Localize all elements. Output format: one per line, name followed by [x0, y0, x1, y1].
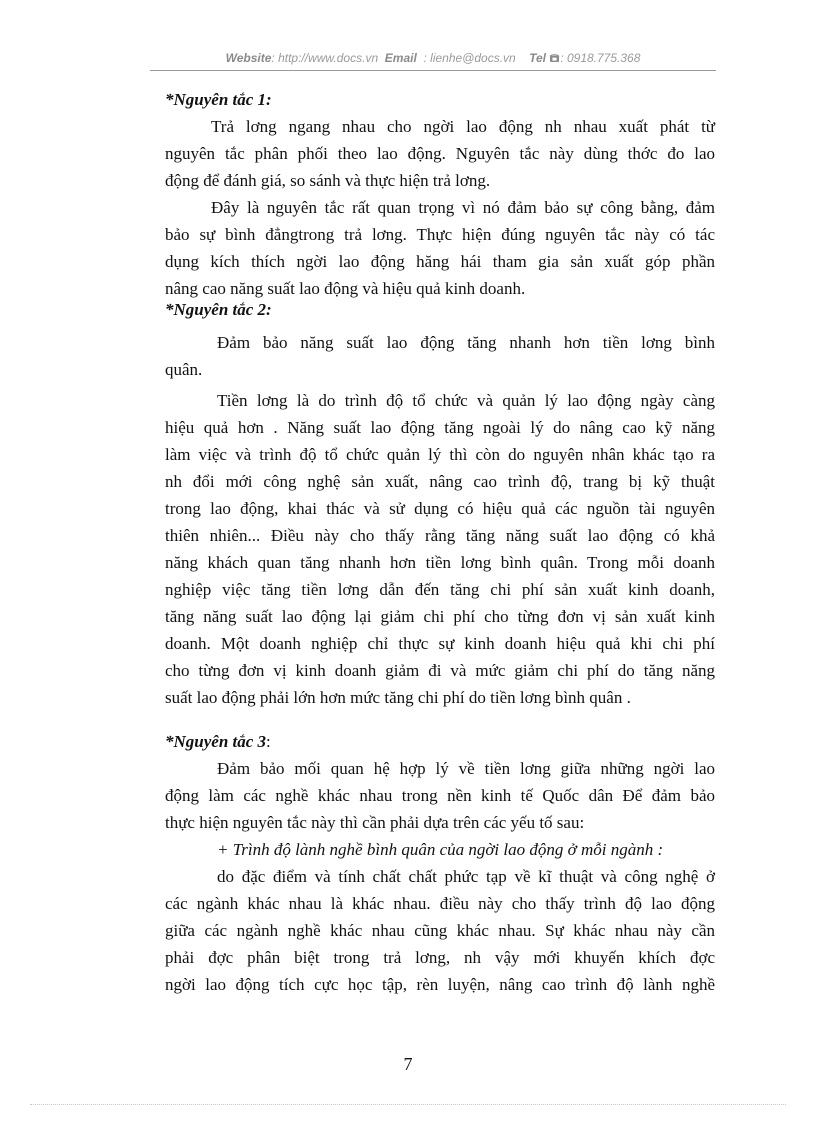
text-line: giữa các ngành nghề khác nhau cũng khác nhau. Sự khác nhau này cần: [165, 921, 715, 940]
text-line: năng khách quan tăng nhanh hơn tiền lơng bình quân. Trong mỗi doanh: [165, 553, 715, 572]
header-email-label: Email: [384, 51, 417, 65]
text-line: phải đợc phân biệt trong trả lơng, nh vậy mới khuyến khích đợc: [165, 948, 715, 967]
text-line: động làm các nghề khác nhau trong nền kinh tế Quốc dân Để đảm bảo: [165, 786, 715, 805]
principle-1-heading: *Nguyên tắc 1:: [165, 90, 272, 109]
principle-3-title: *Nguyên tắc 3: [165, 732, 267, 751]
header-tel-label: Tel: [529, 51, 546, 65]
text-line: do đặc điểm và tính chất chất phức tạp về kĩ thuật và công nghệ ở: [217, 867, 715, 886]
text-line: Đảm bảo năng suất lao động tăng nhanh hơn tiền lơng bình: [217, 333, 715, 352]
text-line: các ngành khác nhau là khác nhau. điều này cho thấy trình độ lao động: [165, 894, 715, 913]
text-line: tăng năng suất lao động lại giảm chi phí cho từng đơn vị sản xuất kinh: [165, 607, 715, 626]
text-line: doanh. Một doanh nghiệp chỉ thực sự kinh doanh hiệu quả khi chi phí: [165, 634, 715, 653]
text-line: Đảm bảo mối quan hệ hợp lý về tiền lơng giữa những ngời lao: [217, 759, 715, 778]
text-line: nghiệp việc tăng tiền lơng dẫn đến tăng chi phí sản xuất kinh doanh,: [165, 580, 715, 599]
text-line: dụng kích thích ngời lao động hăng hái tham gia sản xuất góp phần: [165, 252, 715, 271]
text-line: quân.: [165, 360, 203, 379]
footer-divider: [30, 1104, 786, 1105]
factor-heading: + Trình độ lành nghề bình quân của ngời lao động ở mỗi ngành :: [217, 840, 664, 859]
header-website-value: : http://www.docs.vn: [271, 51, 379, 65]
text-line: bảo sự bình đẳngtrong trả lơng. Thực hiện đúng nguyên tắc này có tác: [165, 225, 715, 244]
text-line: nh đổi mới công nghệ sản xuất, nâng cao trình độ, trang bị kỹ thuật: [165, 472, 715, 491]
text-line: làm việc và trình độ tổ chức quản lý thì còn do nguyên nhân khác tạo ra: [165, 445, 715, 464]
text-line: trong lao động, khai thác và sử dụng có hiệu quả các nguồn tài nguyên: [165, 499, 715, 518]
page-number: 7: [403, 1054, 413, 1074]
text-line: Đây là nguyên tắc rất quan trọng vì nó đảm bảo sự công bằng, đảm: [211, 198, 715, 217]
text-line: nâng cao năng suất lao động và hiệu quả kinh doanh.: [165, 279, 526, 298]
header-email-value: : lienhe@docs.vn: [423, 51, 516, 65]
principle-3-heading: [165, 728, 715, 755]
text-line: Tiền lơng là do trình độ tổ chức và quản lý lao động ngày càng: [217, 391, 715, 410]
paragraph-gap: [165, 711, 715, 728]
text-line: thiên nhiên... Điều này cho thấy rằng tăng năng suất lao động có khả: [165, 526, 715, 545]
header-tel-value: : 0918.775.368: [560, 51, 641, 65]
text-line: cho từng đơn vị kinh doanh giảm đi và mức giảm chi phí do tăng năng: [165, 661, 715, 680]
text-line: Trả lơng ngang nhau cho ngời lao động nh nhau xuất phát từ: [211, 117, 715, 136]
phone-icon: [549, 51, 560, 65]
text-line: nguyên tắc phân phối theo lao động. Nguyên tắc này dùng thớc đo lao: [165, 144, 715, 163]
header-website-label: Website: [225, 51, 272, 65]
page-header: [150, 51, 716, 65]
text-line: suất lao động phải lớn hơn mức tăng chi phí do tiền lơng bình quân .: [165, 688, 631, 707]
text-line: động để đánh giá, so sánh và thực hiện trả lơng.: [165, 171, 491, 190]
text-line: ngời lao động tích cực học tập, rèn luyện, nâng cao trình độ lành nghề: [165, 975, 715, 994]
text-line: hiệu quả hơn . Năng suất lao động tăng ngoài lý do nâng cao kỹ năng: [165, 418, 715, 437]
header-divider: [150, 70, 716, 71]
document-body: [165, 86, 715, 998]
principle-3-colon: :: [266, 732, 271, 751]
text-line: thực hiện nguyên tắc này thì cần phải dựa trên các yếu tố sau:: [165, 813, 585, 832]
principle-2-heading: *Nguyên tắc 2:: [165, 300, 272, 319]
